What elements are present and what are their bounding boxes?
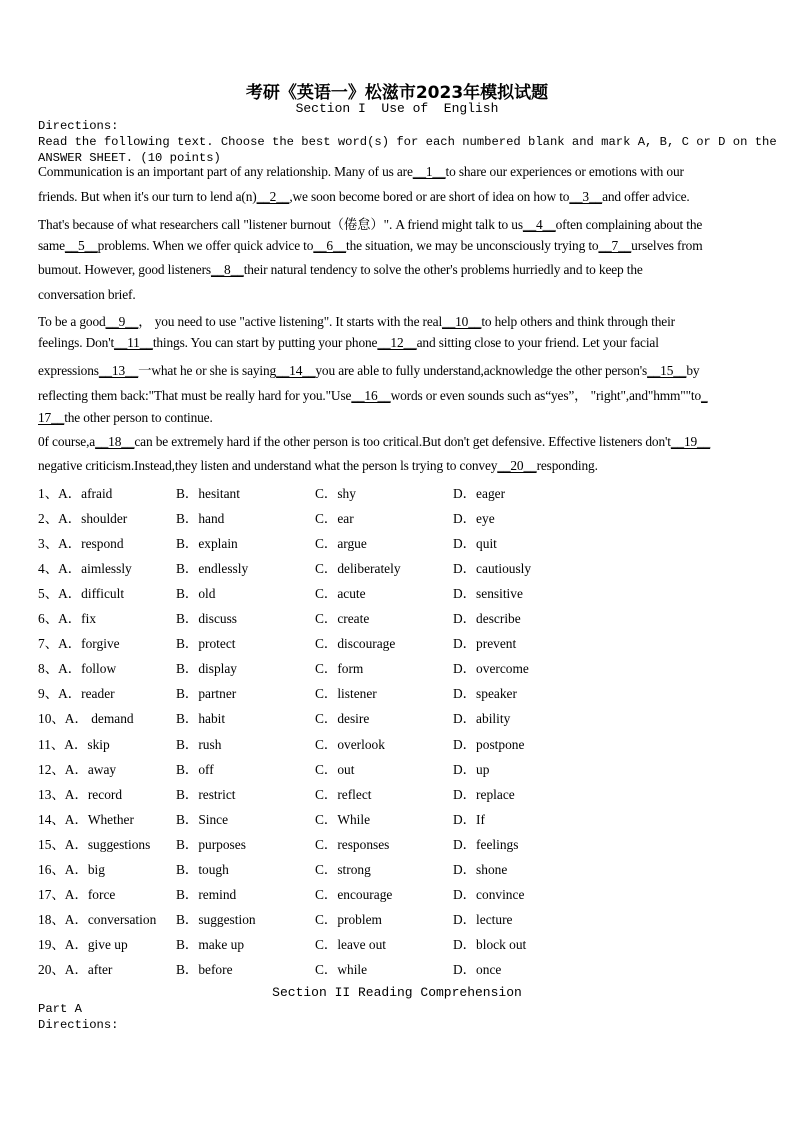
option-d[interactable]: D．If [453,812,485,827]
blank-number: __11__ [114,335,153,350]
blank-number: __10__ [442,314,482,329]
option-d[interactable]: D．lecture [453,912,513,927]
option-a[interactable] [38,658,116,677]
option-c[interactable]: C．create [315,611,370,626]
passage-text: by [686,363,700,378]
passage-text: 0f course,a [38,434,96,449]
option-c[interactable]: C．leave out [315,937,387,952]
passage-text: ， you need to use "active listening". It starts with the real [138,314,443,329]
option-c[interactable]: C．argue [315,536,367,551]
passage-text: reflecting them back:"That must be really hard for you."Use [38,388,352,403]
option-a-text: A． demand [64,711,134,726]
option-a-text: A．skip [64,737,110,752]
option-b[interactable]: B．protect [176,636,236,651]
option-a[interactable] [38,759,116,778]
passage-text: to share our experiences or emotions with our [445,164,684,179]
blank-number: __19__ [670,434,711,449]
question-number: 9、 [38,686,59,701]
option-b[interactable]: B．make up [176,937,245,952]
question-number: 13、 [38,787,65,802]
blank-number: _ [701,388,708,403]
question-number: 18、 [38,912,65,927]
question-number: 4、 [38,561,59,576]
directions-text-line-1: Read the following text. Choose the best word(s) for each numbered blank and mark A, B, C or D on the [38,135,777,149]
question-number: 20、 [38,962,65,977]
question-number: 6、 [38,611,59,626]
option-b[interactable]: B．remind [176,887,237,902]
option-c[interactable]: C．reflect [315,787,372,802]
option-a[interactable] [38,583,124,602]
option-d[interactable]: D．quit [453,536,497,551]
passage-text: conversation brief. [38,287,136,302]
blank-number: __8__ [210,262,244,277]
option-d[interactable]: D．once [453,962,502,977]
option-a-text: A．shoulder [58,511,128,526]
passage-line [38,287,768,303]
blank-number: __3__ [569,189,603,204]
passage-text: the situation, we may be unconsciously trying to [346,238,599,253]
passage-text: problems. When we offer quick advice to [97,238,314,253]
option-a[interactable] [38,708,134,727]
blank-number: __18__ [95,434,135,449]
passage-line [38,238,768,254]
option-b[interactable]: B．purposes [176,837,246,852]
blank-number: __20__ [497,458,537,473]
option-d[interactable]: D．shone [453,862,508,877]
option-c[interactable]: C．out [315,762,355,777]
passage-text: friends. But when it's our turn to lend a(n) [38,189,257,204]
passage-text: things. You can start by putting your phone [152,335,378,350]
option-a[interactable] [38,859,105,878]
option-b[interactable]: B．suggestion [176,912,256,927]
passage-line [38,189,768,205]
option-d[interactable]: D．eager [453,486,506,501]
option-a-text: A．fix [58,611,97,626]
option-a-text: A．respond [58,536,124,551]
directions-text-line-2: ANSWER SHEET. (10 points) [38,151,221,165]
option-c[interactable]: C．discourage [315,636,396,651]
option-a-text: A．reader [58,686,115,701]
question-number: 11、 [38,737,65,752]
option-d[interactable]: D．cautiously [453,561,532,576]
passage-text: and sitting close to your friend. Let your facial [416,335,659,350]
passage-line [38,434,768,450]
passage-text: Communication is an important part of any relationship. Many of us are [38,164,413,179]
page-title: 考研《英语一》松滋市2023年模拟试题 [245,83,549,103]
passage-text: expressions [38,363,99,378]
option-b[interactable]: B．off [176,762,214,777]
section-1-title: Section I Use of English [295,101,499,116]
option-a-text: A．force [64,887,116,902]
blank-number: __14__ [276,363,316,378]
option-c[interactable]: C．desire [315,711,370,726]
option-a-text: A．follow [58,661,117,676]
option-c[interactable]: C．shy [315,486,356,501]
option-a[interactable] [38,508,127,527]
option-c[interactable]: C．responses [315,837,390,852]
passage-text: urselves from [631,238,703,253]
question-number: 19、 [38,937,65,952]
option-a[interactable] [38,934,128,953]
option-a[interactable] [38,734,110,753]
blank-number: __1__ [412,164,446,179]
question-number: 17、 [38,887,65,902]
option-c[interactable]: C．problem [315,912,382,927]
option-d[interactable]: D．feelings [453,837,519,852]
option-a[interactable] [38,809,134,828]
question-number: 15、 [38,837,65,852]
passage-text: negative criticism.Instead,they listen and understand what the person ls trying to convey [38,458,498,473]
option-d[interactable]: D．sensitive [453,586,523,601]
passage-text: That's because of what researchers call "listener burnout（倦怠）". A friend might talk to us [38,217,523,232]
option-d[interactable]: D．prevent [453,636,517,651]
passage-text: you are able to fully understand,acknowledge the other person's [315,363,648,378]
passage-text: same [38,238,65,253]
question-number: 2、 [38,511,59,526]
option-b[interactable]: B．old [176,586,216,601]
passage-line [38,311,768,330]
passage-line [38,262,768,278]
option-a[interactable] [38,909,156,928]
option-c[interactable]: C．encourage [315,887,393,902]
option-a-text: A．away [64,762,117,777]
question-number: 7、 [38,636,59,651]
blank-number: __7__ [598,238,632,253]
blank-number: __6__ [313,238,347,253]
passage-line [38,458,768,474]
option-d[interactable]: D．eye [453,511,495,526]
option-b[interactable]: B．hesitant [176,486,240,501]
option-d[interactable]: D．speaker [453,686,517,701]
question-number: 12、 [38,762,65,777]
option-a-text: A．record [64,787,123,802]
option-a-text: A．give up [64,937,128,952]
option-d[interactable]: D．convince [453,887,525,902]
option-a-text: A．big [64,862,105,877]
passage-text: bumout. However, good listeners [38,262,211,277]
option-c[interactable]: C．ear [315,511,354,526]
option-b[interactable]: B．endlessly [176,561,249,576]
option-d[interactable]: D．block out [453,937,527,952]
blank-number: __4__ [522,217,556,232]
option-b[interactable]: B．tough [176,862,229,877]
option-a-text: A．aimlessly [58,561,132,576]
option-d[interactable]: D．replace [453,787,515,802]
option-a[interactable] [38,608,96,627]
option-a[interactable] [38,834,150,853]
question-number: 14、 [38,812,65,827]
blank-number: __2__ [256,189,290,204]
option-c[interactable]: C．form [315,661,364,676]
option-a[interactable] [38,633,120,652]
option-a-text: A．Whether [64,812,134,827]
blank-number: __9__ [105,314,139,329]
option-d[interactable]: D．ability [453,711,511,726]
option-a[interactable] [38,683,115,702]
blank-number: 17__ [38,410,65,425]
passage-text: words or even sounds such as“yes”， "right",and"hmm""to [390,388,702,403]
option-d[interactable]: D．describe [453,611,521,626]
question-number: 1、 [38,486,59,501]
blank-number: __15__ [647,363,687,378]
option-c[interactable]: C．deliberately [315,561,401,576]
blank-number: __12__ [377,335,417,350]
option-a-text: A．forgive [58,636,120,651]
option-a-text: A．difficult [58,586,125,601]
option-b[interactable]: B．restrict [176,787,236,802]
passage-line [38,360,768,379]
option-c[interactable]: C．overlook [315,737,385,752]
passage-text: To be a good [38,314,106,329]
option-b[interactable]: B．explain [176,536,238,551]
option-d[interactable]: D．overcome [453,661,529,676]
option-a[interactable] [38,884,115,903]
option-c[interactable]: C．While [315,812,371,827]
section-2-title: Section II Reading Comprehension [272,985,522,1000]
option-b[interactable]: B．display [176,661,238,676]
blank-number: __16__ [351,388,391,403]
passage-line [38,410,768,426]
passage-text: often complaining about the [555,217,703,232]
passage-text: responding. [536,458,598,473]
option-c[interactable]: C．strong [315,862,371,877]
passage-line [38,164,768,180]
passage-text: ,we soon become bored or are short of idea on how to [289,189,570,204]
option-b[interactable]: B．partner [176,686,237,701]
option-c[interactable]: C．listener [315,686,377,701]
question-number: 8、 [38,661,59,676]
option-b[interactable]: B．rush [176,737,222,752]
passage-text: and offer advice. [602,189,690,204]
question-number: 3、 [38,536,59,551]
option-b[interactable]: B．hand [176,511,225,526]
passage-text: can be extremely hard if the other person is too critical.But don't get defensive. Effective listeners don't [134,434,671,449]
option-a-text: A．conversation [64,912,157,927]
question-number: 5、 [38,586,59,601]
option-b[interactable]: B．before [176,962,233,977]
question-number: 16、 [38,862,65,877]
question-number: 10、 [38,711,65,726]
part-a-label: Part A [38,1002,82,1016]
option-a-text: A．after [64,962,113,977]
passage-line [38,214,768,233]
section-2-directions-label: Directions: [38,1018,119,1032]
directions-label: Directions: [38,119,119,133]
option-d[interactable]: D．up [453,762,490,777]
passage-text: to help others and think through their [481,314,675,329]
passage-line [38,335,768,351]
option-d[interactable]: D．postpone [453,737,525,752]
passage-text: the other person to continue. [64,410,213,425]
blank-number: __5__ [64,238,98,253]
passage-text: feelings. Don't [38,335,115,350]
option-a[interactable] [38,483,112,502]
option-a[interactable] [38,558,132,577]
passage-text: their natural tendency to solve the other's problems hurriedly and to keep the [243,262,643,277]
option-b[interactable]: B．discuss [176,611,238,626]
blank-number: __13__ [98,363,139,378]
option-b[interactable]: B．habit [176,711,226,726]
option-c[interactable]: C．while [315,962,368,977]
passage-text: 一what he or she is saying [138,363,277,378]
option-b[interactable]: B．Since [176,812,229,827]
option-c[interactable]: C．acute [315,586,366,601]
option-a-text: A．suggestions [64,837,151,852]
option-a-text: A．afraid [58,486,113,501]
option-a[interactable] [38,533,124,552]
option-a[interactable] [38,959,112,978]
passage-line [38,385,768,404]
option-a[interactable] [38,784,122,803]
